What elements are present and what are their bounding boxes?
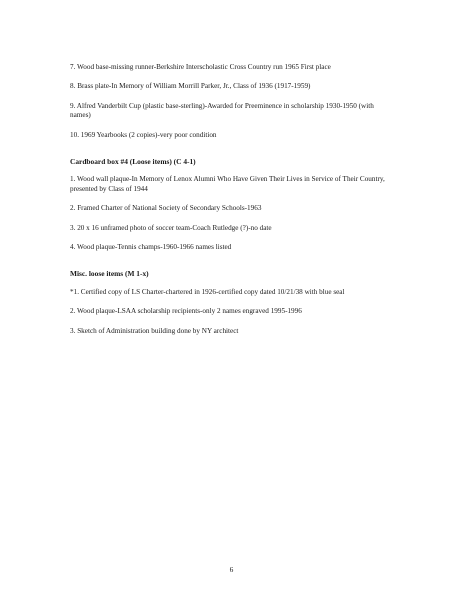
box4-heading: Cardboard box #4 (Loose items) (C 4-1) — [70, 157, 196, 167]
misc-heading: Misc. loose items (M 1-x) — [70, 269, 149, 279]
box4-item-2: 2. Framed Charter of National Society of Secondary Schools-1963 — [70, 204, 262, 213]
box4-item-1: 1. Wood wall plaque-In Memory of Lenox Alumni Who Have Given Their Lives in Service of Their Country, presented by Class of 1944 — [70, 175, 385, 193]
misc-item-2: 2. Wood plaque-LSAA scholarship recipients-only 2 names engraved 1995-1996 — [70, 307, 302, 316]
box3-item-8: 8. Brass plate-In Memory of William Morrill Parker, Jr., Class of 1936 (1917-1959) — [70, 82, 311, 91]
box3-item-10: 10. 1969 Yearbooks (2 copies)-very poor condition — [70, 130, 217, 139]
page-content — [70, 63, 395, 336]
box3-item-9: 9. Alfred Vanderbilt Cup (plastic base-sterling)-Awarded for Preeminence in scholarship 1930-1950 (with names) — [70, 101, 374, 120]
page-number: 6 — [229, 565, 234, 574]
box4-item-4: 4. Wood plaque-Tennis champs-1960-1966 names listed — [70, 243, 232, 252]
box3-item-7: 7. Wood base-missing runner-Berkshire Interscholastic Cross Country run 1965 First place — [70, 63, 331, 71]
misc-item-1: *1. Certified copy of LS Charter-chartered in 1926-certified copy dated 10/21/38 with blue seal — [70, 287, 345, 296]
misc-item-3: 3. Sketch of Administration building done by NY architect — [70, 326, 239, 335]
box4-item-3: 3. 20 x 16 unframed photo of soccer team-Coach Rutledge (?)-no date — [70, 223, 272, 232]
